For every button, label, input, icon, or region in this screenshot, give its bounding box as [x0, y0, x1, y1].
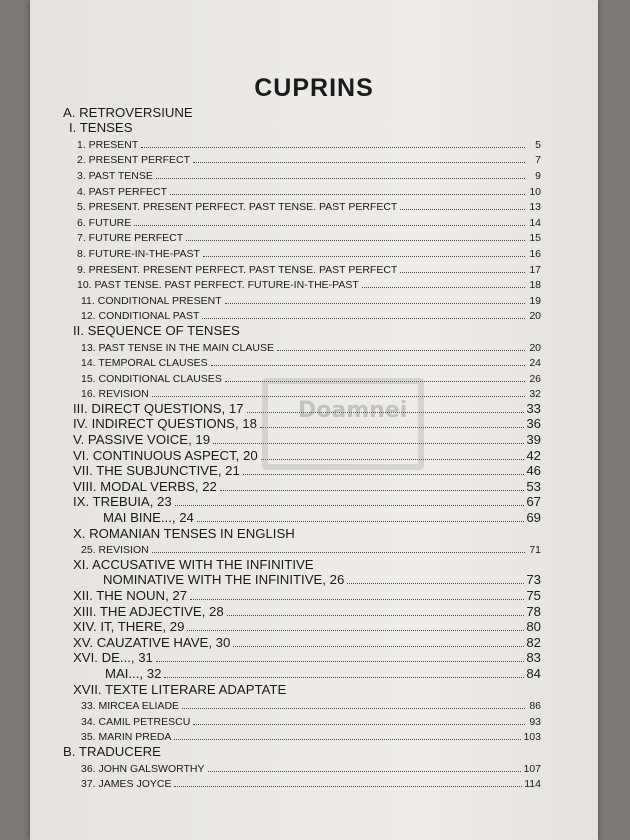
toc-entry-page-number: 67	[526, 494, 541, 510]
toc-entry	[63, 213, 541, 229]
toc-leader-dots	[156, 661, 524, 662]
toc-entry-label: VII. THE SUBJUNCTIVE, 21	[73, 463, 240, 479]
toc-leader-dots	[187, 630, 524, 631]
toc-entry	[63, 509, 541, 525]
watermark-logo	[262, 378, 424, 470]
toc-entry-page-number: 5	[535, 138, 541, 151]
toc-entry	[63, 276, 541, 292]
toc-entry-label: MAI..., 32	[105, 665, 162, 681]
toc-leader-dots	[134, 225, 525, 226]
toc-entry-page-number: 83	[526, 650, 541, 666]
toc-entry-page-number: 84	[526, 665, 541, 681]
toc-entry-label: 1. PRESENT	[77, 138, 139, 151]
toc-leader-dots	[203, 256, 525, 257]
toc-entry-label: 3. PAST TENSE	[77, 169, 153, 182]
toc-entry	[63, 572, 541, 588]
toc-entry-label: 13. PAST TENSE IN THE MAIN CLAUSE	[81, 341, 274, 354]
toc-entry-page-number: 15	[529, 232, 541, 245]
toc-entry-label: 25. REVISION	[81, 544, 149, 557]
toc-entry	[63, 244, 541, 260]
toc-leader-dots	[174, 786, 522, 787]
toc-entry-page-number: 17	[529, 263, 541, 276]
toc-entry-label: 11. CONDITIONAL PRESENT	[81, 294, 222, 307]
toc-entry	[63, 307, 541, 323]
toc-entry-label: X. ROMANIAN TENSES IN ENGLISH	[73, 525, 295, 541]
toc-leader-dots	[211, 365, 525, 366]
toc-entry	[63, 151, 541, 167]
toc-entry	[63, 541, 541, 557]
toc-leader-dots	[174, 739, 521, 740]
toc-entry-page-number: 86	[529, 700, 541, 713]
toc-leader-dots	[243, 474, 524, 475]
toc-entry-label: XII. THE NOUN, 27	[73, 588, 188, 603]
toc-leader-dots	[164, 677, 524, 678]
toc-entry-label: VI. CONTINUOUS ASPECT, 20	[73, 447, 258, 463]
toc-entry-label: XVII. TEXTE LITERARE ADAPTATE	[73, 681, 287, 697]
toc-entry-page-number: 93	[529, 715, 541, 728]
toc-entry-label: 9. PRESENT. PRESENT PERFECT. PAST TENSE. PAST PERFECT	[77, 263, 398, 276]
toc-entry	[63, 322, 541, 338]
toc-entry	[63, 104, 541, 120]
toc-entry-page-number: 46	[526, 463, 541, 479]
toc-entry-page-number: 75	[526, 588, 541, 603]
toc-entry	[63, 166, 541, 182]
toc-entry-page-number: 53	[526, 478, 541, 494]
toc-entry-page-number: 16	[529, 247, 541, 260]
toc-entry-page-number: 71	[529, 544, 541, 557]
toc-entry-label: III. DIRECT QUESTIONS, 17	[73, 400, 244, 416]
toc-entry	[63, 681, 541, 697]
toc-entry-label: 33. MIRCEA ELIADE	[81, 700, 180, 713]
toc-entry-label: II. SEQUENCE OF TENSES	[73, 322, 240, 338]
toc-leader-dots	[347, 583, 524, 584]
toc-entry-label: XIII. THE ADJECTIVE, 28	[73, 603, 224, 619]
toc-entry-page-number: 9	[535, 169, 541, 182]
toc-entry	[63, 478, 541, 494]
toc-entry-page-number: 103	[523, 731, 541, 744]
toc-entry-page-number: 24	[529, 357, 541, 370]
toc-entry-page-number: 14	[529, 216, 541, 229]
toc-entry	[63, 525, 541, 541]
toc-entry-label: 37. JAMES JOYCE	[81, 778, 172, 791]
toc-leader-dots	[197, 521, 524, 522]
toc-entry-page-number: 20	[529, 341, 541, 354]
toc-entry-page-number: 18	[529, 279, 541, 292]
toc-entry	[63, 712, 541, 728]
toc-entry	[63, 198, 541, 214]
book-page	[30, 0, 598, 840]
toc-entry	[63, 650, 541, 666]
toc-entry-page-number: 39	[526, 432, 541, 448]
toc-leader-dots	[400, 209, 525, 210]
toc-entry-label: 5. PRESENT. PRESENT PERFECT. PAST TENSE. PAST PERFECT	[77, 201, 398, 214]
toc-leader-dots	[182, 708, 525, 709]
toc-entry-label: 15. CONDITIONAL CLAUSES	[81, 372, 222, 385]
toc-entry-label: A. RETROVERSIUNE	[63, 104, 193, 120]
toc-entry-label: XVI. DE..., 31	[73, 650, 153, 666]
toc-entry	[63, 354, 541, 370]
toc-entry-label: 14. TEMPORAL CLAUSES	[81, 357, 208, 370]
toc-entry-label: 36. JOHN GALSWORTHY	[81, 762, 205, 775]
toc-entry	[63, 603, 541, 619]
toc-entry-label: NOMINATIVE WITH THE INFINITIVE, 26	[103, 572, 345, 588]
toc-entry-label: XIV. IT, THERE, 29	[73, 619, 185, 635]
toc-entry-page-number: 7	[535, 154, 541, 167]
toc-entry	[63, 338, 541, 354]
toc-leader-dots	[186, 240, 525, 241]
toc-leader-dots	[277, 350, 525, 351]
toc-entry-label: 16. REVISION	[81, 388, 149, 401]
toc-entry-label: V. PASSIVE VOICE, 19	[73, 432, 211, 448]
toc-entry	[63, 260, 541, 276]
toc-entry-label: XV. CAUZATIVE HAVE, 30	[73, 634, 231, 650]
toc-entry	[63, 665, 541, 681]
toc-entry-page-number: 20	[529, 310, 541, 323]
toc-entry-label: 7. FUTURE PERFECT	[77, 232, 184, 245]
toc-entry-label: MAI BINE..., 24	[103, 510, 194, 526]
toc-leader-dots	[227, 615, 525, 616]
toc-entry-page-number: 13	[529, 201, 541, 214]
toc-entry-label: IV. INDIRECT QUESTIONS, 18	[73, 416, 257, 432]
toc-entry-label: I. TENSES	[69, 120, 133, 136]
toc-entry-page-number: 107	[523, 762, 541, 775]
toc-entry-label: XI. ACCUSATIVE WITH THE INFINITIVE	[73, 556, 314, 572]
toc-entry-label: VIII. MODAL VERBS, 22	[73, 478, 217, 494]
toc-entry-label: 4. PAST PERFECT	[77, 185, 168, 198]
toc-entry	[63, 775, 541, 791]
toc-entry	[63, 229, 541, 245]
toc-entry-page-number: 114	[524, 778, 541, 791]
watermark-text: Doamnei	[298, 398, 408, 423]
toc-entry-page-number: 69	[526, 510, 541, 526]
toc-leader-dots	[193, 162, 525, 163]
toc-entry	[63, 634, 541, 650]
toc-entry-page-number: 33	[526, 400, 541, 416]
toc-entry-label: 35. MARIN PREDA	[81, 731, 172, 744]
toc-leader-dots	[225, 303, 525, 304]
toc-entry-page-number: 78	[526, 603, 541, 619]
toc-entry	[63, 182, 541, 198]
toc-entry-label: 10. PAST TENSE. PAST PERFECT. FUTURE-IN-THE-PAST	[77, 279, 359, 292]
toc-leader-dots	[220, 490, 524, 491]
toc-entry-label: 12. CONDITIONAL PAST	[81, 310, 200, 323]
toc-leader-dots	[152, 552, 525, 553]
toc-entry-label: 8. FUTURE-IN-THE-PAST	[77, 247, 200, 260]
toc-entry-page-number: 73	[526, 572, 541, 588]
toc-entry-page-number: 10	[529, 185, 541, 198]
toc-entry-label: 2. PRESENT PERFECT	[77, 154, 190, 167]
toc-leader-dots	[233, 646, 524, 647]
toc-entry	[63, 759, 541, 775]
toc-leader-dots	[170, 194, 525, 195]
toc-entry-page-number: 26	[529, 372, 541, 385]
toc-leader-dots	[202, 318, 525, 319]
toc-leader-dots	[190, 599, 524, 600]
toc-entry	[63, 697, 541, 713]
toc-entry	[63, 728, 541, 744]
toc-entry	[63, 135, 541, 151]
toc-entry	[63, 120, 541, 136]
toc-entry-page-number: 80	[526, 619, 541, 635]
toc-entry-label: B. TRADUCERE	[63, 743, 161, 759]
toc-leader-dots	[175, 505, 525, 506]
toc-entry	[63, 587, 541, 603]
toc-entry-page-number: 36	[526, 416, 541, 432]
toc-entry	[63, 291, 541, 307]
toc-entry-page-number: 42	[526, 447, 541, 463]
page-title: CUPRINS	[254, 74, 374, 102]
toc-entry	[63, 494, 541, 510]
toc-entry-label: IX. TREBUIA, 23	[73, 494, 172, 510]
toc-entry-label: 34. CAMIL PETRESCU	[81, 715, 191, 728]
toc-entry	[63, 743, 541, 759]
toc-leader-dots	[193, 724, 525, 725]
toc-leader-dots	[141, 147, 525, 148]
toc-entry	[63, 619, 541, 635]
toc-leader-dots	[400, 272, 525, 273]
toc-leader-dots	[362, 287, 525, 288]
toc-entry-page-number: 19	[529, 294, 541, 307]
toc-entry-label: 6. FUTURE	[77, 216, 132, 229]
toc-entry	[63, 556, 541, 572]
toc-leader-dots	[208, 771, 522, 772]
toc-entry-page-number: 32	[529, 388, 541, 401]
toc-entry-page-number: 82	[526, 634, 541, 650]
toc-leader-dots	[156, 178, 525, 179]
